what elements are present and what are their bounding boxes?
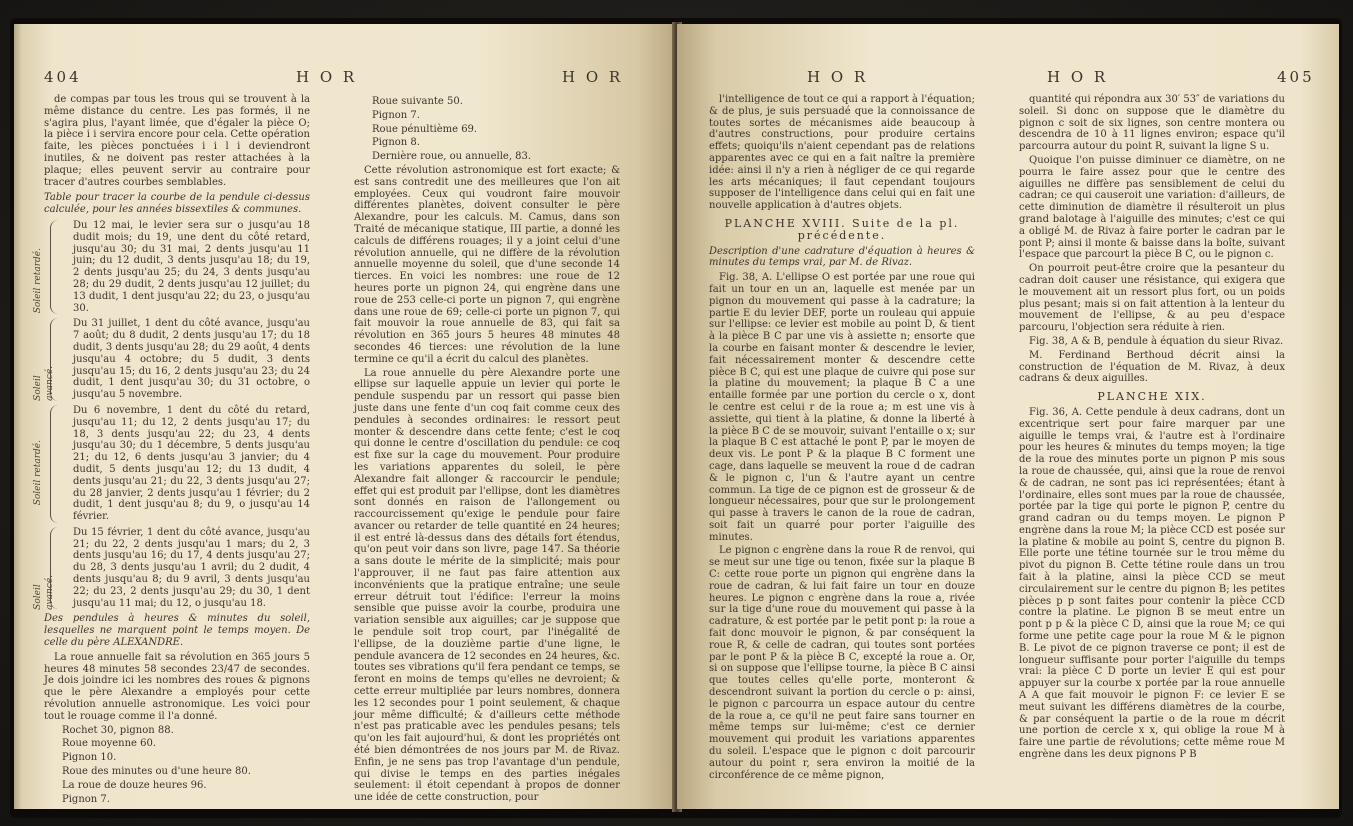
right-page-column-1	[709, 94, 975, 809]
right-page-column-2	[1019, 94, 1285, 809]
table-block-3	[33, 404, 310, 523]
section-caption: Description d'une cadrature d'équation à heures & minutes du temps vrai, par M. de Rivaz.	[709, 245, 975, 269]
list-item: Pignon 10.	[62, 752, 117, 764]
list-item: Pignon 7.	[372, 109, 420, 121]
left-page-column-2	[354, 94, 620, 809]
table-block-4	[33, 526, 310, 610]
paragraph: Fig. 38, A & B, pendule à équation du sieur Rivaz.	[1029, 335, 1284, 347]
list-item: Roue moyenne 60.	[62, 738, 157, 750]
paragraph: Fig. 36, A. Cette pendule à deux cadrans, dont un excentrique sert pour faire marquer par une aiguille le temps vrai, & l'autre est à l'ordinaire pour les heures & minutes du temps moyen; la tige de la roue des minutes porte un pignon P mis sous la roue de chaussée, qui, ainsi que la roue de renvoi & de cadran, ne sont pas ici représentées; étant à l'ordinaire, elles sont mues par la roue de chaussée, portée par la tige qui porte le pignon P, centre du grand cadran ou du temps moyen. Le pignon P engrène dans la roue M; la pièce CCD est posée sur la platine & mobile au point S, centre du pignon B. Elle porte une tétine tournée sur le trou même du pivot du pignon B. Cette tétine roule dans un trou fait à la platine, ainsi la pièce CCD se meut circulairement sur le centre du pignon B; les petites pièces p p sont faites pour contenir la pièce CCD contre la platine. Le pignon B se meut entre un pont p p & la pièce C D, ainsi que la roue M; ce qui forme une petite cage pour la roue M & le pignon B. Le pivot de ce pignon traverse ce pont; il est de longueur suffisante pour porter l'aiguille du temps vrai: la pièce C D porte un levier E qui est pour appuyer sur la courbe x portée par la roue annuelle A A que fait mouvoir le pignon F: ce levier E se meut suivant les différens diamètres de la courbe, & par conséquent la partie o de la roue m décrit une portion de cercle x x, qui oblige la roue M à faire une partie de révolutions; cette même roue M engrène dans les deux pignons P B	[1019, 406, 1285, 761]
plate-heading: PLANCHE XIX.	[1097, 390, 1207, 404]
list-item: Rochet 30, pignon 88.	[62, 724, 174, 736]
paragraph: Le pignon c engrène dans la roue R de renvoi, qui se meut sur une tige ou tenon, fixée sur la plaque B C: cette roue porte un pignon qui engrène dans la roue de cadran, & lui fait faire un tour en douze heures. Le pignon c engrène dans la roue a, rivée sur la tige d'une roue du mouvement qui passe à la cadrature, & est portée par le petit pont p: la roue a fait donc mouvoir le pignon, & par conséquent la roue R, & celle de cadran, qui toutes sont portées par le pont P & la pièce B C, excepté la roue a. Or, si on suppose que l'ellipse tourne, la pièce B C ainsi que toutes celles qu'elle porte, monteront & descendront suivant la portion du cercle o p: ainsi, le pignon c parcourra un espace autour du centre de la roue a, ce qu'il ne peut faire sans tourner en même temps sur lui-même; c'est ce dernier mouvement qui produit les variations apparentes du soleil. L'espace que le pignon c doit parcourir autour du point r, sera environ la moitié de la circonférence de ce même pignon,	[709, 545, 975, 781]
table-text: Du 12 mai, le levier sera sur o jusqu'au 18 dudit mois; du 19, une dent du côté retard, jusqu'au 30; du 31 mai, 2 dents jusqu'au 11 juin; du 12 dudit, 3 dents jusqu'au 18; du 19, 2 dents jusqu'au 25; du 24, 3 dents jusqu'au 28; du 29 dudit, 2 dents jusqu'au 12 juillet; du 13 dudit, 1 dent jusqu'au 22; du 23, o jusqu'au 30.	[73, 219, 310, 314]
side-label: Soleil avancé.	[33, 574, 55, 610]
list-item: La roue de douze heures 96.	[62, 779, 207, 791]
table-block-1	[33, 219, 310, 314]
list-item: Dernière roue, ou annuelle, 83.	[372, 151, 532, 163]
left-page	[14, 24, 676, 809]
paragraph: On pourroit peut-être croire que la pesanteur du cadran doit causer une résistance, qui exigera que le mouvement ait un ressort plus fort, ou un poids plus pesant; mais si on fait attention à la lenteur du mouvement de l'ellipse, & au peu d'espace parcouru, l'objection sera réduite à rien.	[1019, 263, 1285, 334]
list-item: Pignon 7.	[62, 793, 110, 805]
running-head-right-1: H O R	[807, 68, 869, 86]
paragraph: Fig. 38, A. L'ellipse O est portée par une roue qui fait un tour en un an, laquelle est menée par un pignon du mouvement qui passe à la cadrature; la partie E du levier DEF, porte un rouleau qui appuie sur l'ellipse: ce levier est mobile au point D, & tient à la pièce B C par une vis à assiette n; ensorte que la courbe en faisant monter & descendre le levier, fait nécessairement monter & descendre cette pièce B C, qui est une plaque de cuivre qui pose sur la platine du mouvement; la plaque B C a une entaille formée par une portion du cercle o x, dont le centre est celui r de la roue a; m est une vis à assiette, qui tient à la platine, & donne la liberté à la pièce B C de se mouvoir, suivant l'entaille o x; sur la plaque B C est attaché le pont P, par le moyen de deux vis. Le pont P & la plaque B C forment une cage, dans laquelle se meuvent la roue d de cadran & le pignon c, l'un & l'autre ayant un centre commun. La tige de ce pignon est de grosseur & de longueur nécessaires, pour que sur le prolongement qui passe à travers le canon de la roue de cadran, soit fait un quarré pour porter l'aiguille des minutes.	[709, 272, 975, 543]
table-block-2	[33, 318, 310, 401]
paragraph: La roue annuelle du père Alexandre porte une ellipse sur laquelle appuie un levier qui porte le pendule suspendu par un ressort qui passe bien juste dans une fente d'un coq fait comme ceux des pendules à secondes ordinaires: le ressort peut monter & descendre dans cette fente; c'est le coq qui donne le centre d'oscillation du pendule: ce coq est fixe sur la cage du mouvement. Pour produire les variations apparentes du soleil, le père Alexandre fait allonger & raccourcir le pendule; effet qui est produit par l'ellipse, dont les diamètres sont donnés en raison de l'allongement ou raccourcissement qu'exige le pendule pour faire avancer ou retarder de telle quantité en 24 heures; il est entré là-dessus dans des détails fort étendus, qu'on peut voir dans son livre, page 147. Sa théorie a sans doute le mérite de la simplicité; mais pour l'approuver, il ne faut pas faire attention aux inconvénients que la pratique entraîne; une seule erreur détruit tout l'édifice: l'erreur la moins sensible que puisse avoir la courbe, produira une variation sensible aux aiguilles; car je suppose que le pendule soit trop court, par l'inégalité de l'ellipse, de la douzième partie d'une ligne, le pendule avancera de 12 secondes en 24 heures, &c. toutes ses vibrations qu'il fera pendant ce temps, se feront en moins de temps qu'elles ne devroient; & cette erreur multipliée par leurs nombres, donnera les 12 secondes pour 1 point seulement, & chaque jour même difficulté; & d'ailleurs cette méthode n'est pas praticable avec les pendules pesans; tels qu'on les fait aujourd'hui, & dont les propriétés ont été bien démontrées de nos jours par M. de Rivaz. Enfin, je ne sens pas trop l'avantage d'un pendule, qui divise le temps en des parties inégales seulement: il étoit cependant à propos de donner une idée de cette construction, pour	[354, 367, 620, 804]
side-label: Soleil retardé.	[33, 440, 43, 506]
list-item: Roue des minutes ou d'une heure 80.	[62, 766, 251, 778]
list-item: Pignon 8.	[372, 137, 420, 149]
table-text: Du 15 février, 1 dent du côté avance, jusqu'au 21; du 22, 2 dents jusqu'au 1 mars; du 2, 3 dents jusqu'au 16; du 17, 4 dents jusqu'au 27; du 28, 3 dents jusqu'au 1 avril; du 2 dudit, 4 dents jusqu'au 8; du 9 avril, 3 dents jusqu'au 22; du 23, 2 dents jusqu'au 29; du 30, 1 dent jusqu'au 11 mai; du 12, o jusqu'au 18.	[73, 526, 310, 609]
list-item: Roue pénultième 69.	[372, 123, 478, 135]
left-page-column-1	[33, 94, 310, 809]
running-head-left-2: H O R	[562, 68, 624, 86]
page-number-left: 404	[44, 68, 82, 86]
paragraph: La roue annuelle fait sa révolution en 365 jours 5 heures 48 minutes 58 secondes 23/47 de secondes. Je dois joindre ici les nombres des roues & pignons que le père Alexandre a employés pour cette révolution annuelle astronomique. Les voici pour tout le rouage comme il l'a donné.	[44, 651, 310, 722]
paragraph: quantité qui répondra aux 30′ 53″ de variations du soleil. Si donc on suppose que le diamètre du pignon c soit de six lignes, son centre montera ou descendra de 10 à 11 lignes environ; espace qu'il parcourra autour du point R, suivant la ligne S u.	[1019, 94, 1285, 153]
table-caption: Table pour tracer la courbe de la pendule ci-dessus calculée, pour les années bissextiles & communes.	[44, 192, 310, 216]
running-head-right-2: H O R	[1047, 68, 1109, 86]
side-label: Soleil retardé.	[33, 248, 43, 314]
side-label: Soleil avancé.	[33, 366, 55, 401]
plate-heading: PLANCHE XVIII. Suite de la pl. précédente.	[724, 216, 960, 242]
page-number-right: 405	[1277, 68, 1315, 86]
section-caption: Des pendules à heures & minutes du soleil, lesquelles ne marquent point le temps moyen. De celle du père ALEXANDRE.	[44, 613, 310, 649]
paragraph: Cette révolution astronomique est fort exacte; & est sans contredit une des meilleures que l'on ait employées. Ceux qui voudront faire mouvoir différentes planètes, doivent consulter le père Alexandre, pour les calculs. M. Camus, dans son Traité de mécanique statique, III partie, a donné les calculs de différens rouages; il y a joint celui d'une révolution annuelle, qui ne diffère de la révolution annuelle moyenne du soleil, que d'une seconde 14 tierces. En voici les nombres: une roue de 12 heures porte un pignon 24, qui engrène dans une roue de 253 celle-ci porte un pignon 7, qui engrène dans une roue de 69; celle-ci porte un pignon 7, qui fait mouvoir la roue annuelle de 83, qui fait sa révolution en 365 jours 5 heures 48 minutes 48 secondes 46 tierces: une révolution de la lune termine ce qu'il a écrit du calcul des planètes.	[354, 164, 620, 365]
table-text: Du 31 juillet, 1 dent du côté avance, jusqu'au 7 août; du 8 dudit, 2 dents jusqu'au 17; du 18 dudit, 3 dents jusqu'au 28; du 29 août, 4 dents jusqu'au 4 octobre; du 5 dudit, 3 dents jusqu'au 15; du 16, 2 dents jusqu'au 23; du 24 dudit, 1 dent jusqu'au 30; du 31 octobre, o jusqu'au 5 novembre.	[73, 318, 310, 401]
page-edge-shadow	[14, 24, 22, 809]
paragraph: Quoique l'on puisse diminuer ce diamètre, on ne pourra le faire assez pour que le centre des aiguilles ne diffère pas sensiblement de celui du cadran; ce qui causeroit une variation: d'ailleurs, de cette diminution de diamètre il résulteroit un plus grand balotage à l'aiguille des minutes; c'est ce qui a obligé M. de Rivaz à faire porter le cadran par le pont P; ainsi il monte & baisse dans la boîte, suivant l'espace que parcourt la pièce B C, ou le pignon c.	[1019, 154, 1285, 261]
paragraph: M. Ferdinand Berthoud décrit ainsi la construction de l'équation de M. Rivaz, à deux cadrans & deux aiguilles.	[1019, 349, 1285, 385]
paragraph: l'intelligence de tout ce qui a rapport à l'équation; & de plus, je suis persuadé que la connoissance de toutes sortes de mécanismes aide beaucoup à d'autres constructions, pour produire certains effets; quoiqu'ils n'aient cependant pas de relations apparentes avec ce qui en a fait naître la première idée: ainsi il n'y a rien à négliger de ce qui regarde les arts mécaniques; il faut cependant toujours supposer de l'intelligence dans celui qui en fait une nouvelle application à d'autres objets.	[709, 94, 975, 212]
list-item: Roue suivante 50.	[372, 96, 463, 107]
paragraph: de compas par tous les trous qui se trouvent à la même distance du centre. Les pas formés, il ne s'agira plus, l'ayant limée, que d'égaler la pièce O; la pièce i i servira encore pour cela. Cette opération faite, les pièces ponctuées i i l i deviendront inutiles, & ne doivent pas rester attachées à la plaque; elles peuvent servir au contraire pour tracer d'autres courbes semblables.	[44, 94, 310, 188]
right-page	[677, 24, 1339, 809]
table-text: Du 6 novembre, 1 dent du côté du retard, jusqu'au 11; du 12, 2 dents jusqu'au 17; du 18, 3 dents jusqu'au 22; du 23, 4 dents jusqu'au 30; du 1 décembre, 5 dents jusqu'au 21; du 12, 6 dents jusqu'au 3 janvier; du 4 dudit, 5 dents jusqu'au 12; du 13 dudit, 4 dents jusqu'au 21; du 22, 3 dents jusqu'au 27; du 28 janvier, 2 dents jusqu'au 1 février; du 2 dudit, 1 dent jusqu'au 8; du 9, o jusqu'au 14 février.	[73, 404, 310, 523]
running-head-left-1: H O R	[296, 68, 358, 86]
